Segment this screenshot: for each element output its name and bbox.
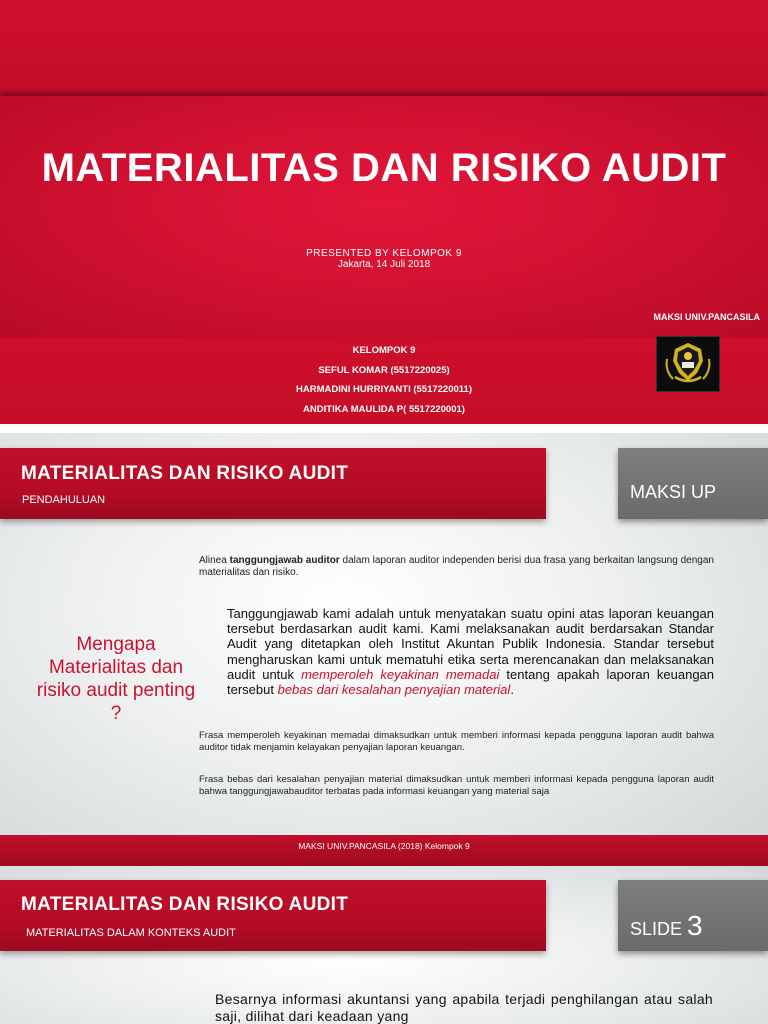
title-band — [0, 96, 768, 338]
presentation-date: Jakarta, 14 Juli 2018 — [337, 259, 431, 270]
materiality-definition: Besarnya informasi akuntansi yang apabila terjadi penghilangan atau salah saji, dilihat dari keadaan yang — [215, 991, 713, 1024]
title-slide-top-background — [0, 0, 768, 96]
institution-label: MAKSI UNIV.PANCASILA — [653, 312, 760, 322]
explanation-note: Frasa memperoleh keyakinan memadai dimaksudkan untuk memberi informasi kepada pengguna laporan audit bahwa auditor tidak menjamin kelayakan penyajian laporan keuangan. — [199, 730, 714, 753]
university-seal-icon — [657, 337, 719, 391]
member-item: SEFUL KOMAR (5517220025) — [318, 364, 450, 376]
slide-title: MATERIALITAS DAN RISIKO AUDIT — [21, 463, 349, 484]
auditor-responsibility-paragraph — [227, 606, 714, 697]
slide-subtitle: MATERIALITAS DALAM KONTEKS AUDIT — [26, 927, 236, 939]
slide-subtitle: PENDAHULUAN — [22, 494, 106, 506]
member-item: ANDITIKA MAULIDA P( 5517220001) — [303, 403, 465, 415]
slide-pendahuluan — [0, 433, 768, 866]
slide-badge-label: MAKSI UP — [630, 482, 717, 502]
highlighted-phrase: memperoleh keyakinan memadai — [301, 666, 500, 682]
intro-text-part: Alinea — [199, 555, 230, 566]
key-question: Mengapa Materialitas dan risiko audit penting ? — [36, 634, 196, 724]
university-seal-logo — [656, 336, 720, 392]
presentation-title: MATERIALITAS DAN RISIKO AUDIT — [41, 146, 727, 190]
slide-number-prefix: SLIDE — [630, 919, 688, 939]
slide-footer-text: MAKSI UNIV.PANCASILA (2018) Kelompok 9 — [298, 841, 470, 851]
paragraph-text: Tanggungjawab kami adalah untuk menyatakan suatu opini atas laporan keuangan tersebut berdasarkan audit kami. Kami melaksanakan audit berdarsakan Standar Audit yang ditetapkan oleh Institut Akuntan Publik Indonesia. Standar tersebut mengharuskan kami untuk mematuhi etika serta merencanakan dan melaksanakan audit untuk — [227, 606, 714, 682]
title-slide — [0, 0, 768, 424]
highlighted-phrase: bebas dari kesalahan penyajian material — [277, 682, 511, 698]
intro-text-bold: tanggungjawab auditor — [229, 555, 340, 566]
intro-text-part: dalam laporan auditor independen berisi dua frasa yang berkaitan langsung dengan materialitas dan risiko. — [199, 555, 714, 578]
paragraph-text: tentang apakah laporan keuangan tersebut — [227, 666, 715, 698]
slide-materialitas-konteks — [0, 866, 768, 1024]
slide-number: 3 — [687, 910, 703, 941]
presented-by: PRESENTED BY KELOMPOK 9 — [306, 248, 462, 259]
member-item: HARMADINI HURRIYANTI (5517220011) — [296, 384, 472, 395]
intro-text — [199, 555, 714, 579]
slide-number-label — [630, 910, 760, 942]
group-member-list — [250, 341, 518, 419]
paragraph-text: . — [510, 682, 514, 698]
slide-title: MATERIALITAS DAN RISIKO AUDIT — [21, 894, 349, 915]
group-name: KELOMPOK 9 — [352, 345, 416, 356]
explanation-note: Frasa bebas dari kesalahan penyajian material dimaksudkan untuk memberi informasi kepada pengguna laporan audit bahwa tanggungjawabauditor terbatas pada informasi keuangan yang material saja — [199, 774, 714, 797]
